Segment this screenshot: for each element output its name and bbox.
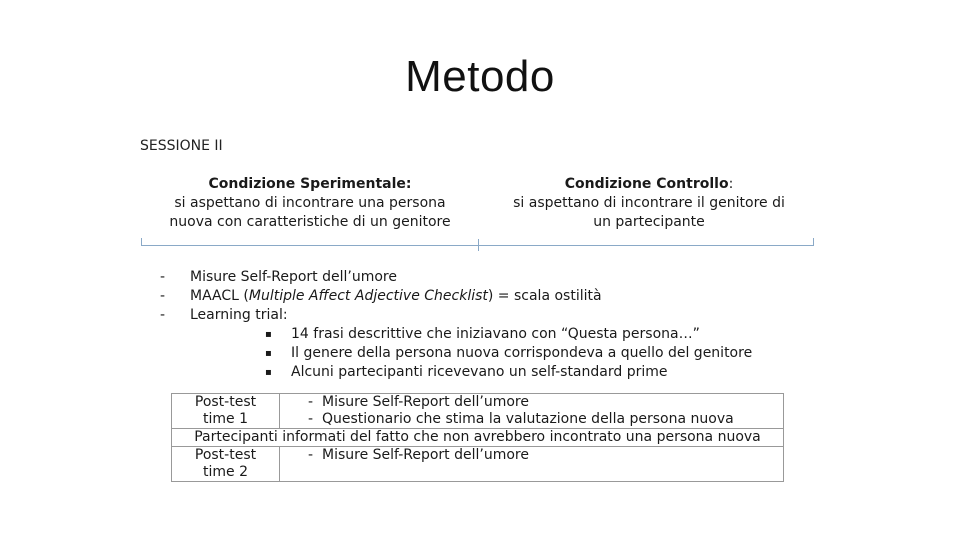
measure-maacl: [190, 287, 602, 306]
learning-trial-item: Il genere della persona nuova corrispondeva a quello del genitore: [291, 345, 753, 361]
experimental-condition-line1: si aspettano di incontrare una persona: [174, 195, 446, 211]
table-row: [172, 429, 784, 447]
control-condition-line2: un partecipante: [593, 214, 705, 230]
label-line: Post-test: [194, 447, 257, 463]
post-test-time2-label: [172, 447, 280, 482]
post-test-item: Questionario che stima la valutazione della persona nuova: [322, 411, 734, 427]
control-condition-heading: Condizione Controllo: [564, 176, 729, 192]
learning-trial-item: 14 frasi descrittive che iniziavano con “Questa persona…”: [291, 326, 700, 342]
dash-bullet: -: [160, 288, 166, 304]
label-line: time 2: [203, 464, 248, 480]
post-test-time1-content: [280, 394, 784, 429]
measure-learning-trial: Learning trial:: [190, 307, 288, 323]
slide-title: Metodo: [405, 52, 555, 101]
post-test-item: Misure Self-Report dell’umore: [322, 394, 529, 410]
dash-bullet: -: [160, 307, 166, 323]
control-condition-line1: si aspettano di incontrare il genitore di: [513, 195, 785, 211]
dash-bullet: -: [160, 269, 166, 285]
maacl-prefix: MAACL (: [190, 288, 249, 304]
control-condition-colon: :: [728, 176, 734, 192]
square-bullet-icon: ▪: [265, 348, 272, 359]
dash-bullet: -: [308, 447, 314, 463]
measure-self-report: Misure Self-Report dell’umore: [190, 269, 397, 285]
experimental-condition-heading: Condizione Sperimentale:: [208, 176, 412, 192]
experimental-condition: [140, 175, 480, 232]
list-item: [282, 394, 781, 411]
session-label: SESSIONE II: [140, 138, 223, 154]
square-bullet-icon: ▪: [265, 329, 272, 340]
dash-bullet: -: [308, 394, 314, 410]
table-row: [172, 394, 784, 429]
bracket-divider: [478, 239, 479, 251]
post-test-time2-content: [280, 447, 784, 482]
participants-informed-row: Partecipanti informati del fatto che non avrebbero incontrato una persona nuova: [172, 429, 784, 447]
control-condition: [484, 175, 814, 232]
list-item: [282, 411, 781, 428]
conditions-bracket: [141, 238, 814, 246]
table-row: [172, 447, 784, 482]
post-test-item: Misure Self-Report dell’umore: [322, 447, 529, 463]
maacl-full-name: Multiple Affect Adjective Checklist: [248, 288, 488, 304]
list-item: [282, 447, 781, 464]
experimental-condition-line2: nuova con caratteristiche di un genitore: [169, 214, 451, 230]
label-line: time 1: [203, 411, 248, 427]
post-test-table: [171, 393, 784, 482]
square-bullet-icon: ▪: [265, 367, 272, 378]
post-test-time1-label: [172, 394, 280, 429]
maacl-suffix: ) = scala ostilità: [487, 288, 602, 304]
dash-bullet: -: [308, 411, 314, 427]
label-line: Post-test: [194, 394, 257, 410]
learning-trial-item: Alcuni partecipanti ricevevano un self-standard prime: [291, 364, 668, 380]
